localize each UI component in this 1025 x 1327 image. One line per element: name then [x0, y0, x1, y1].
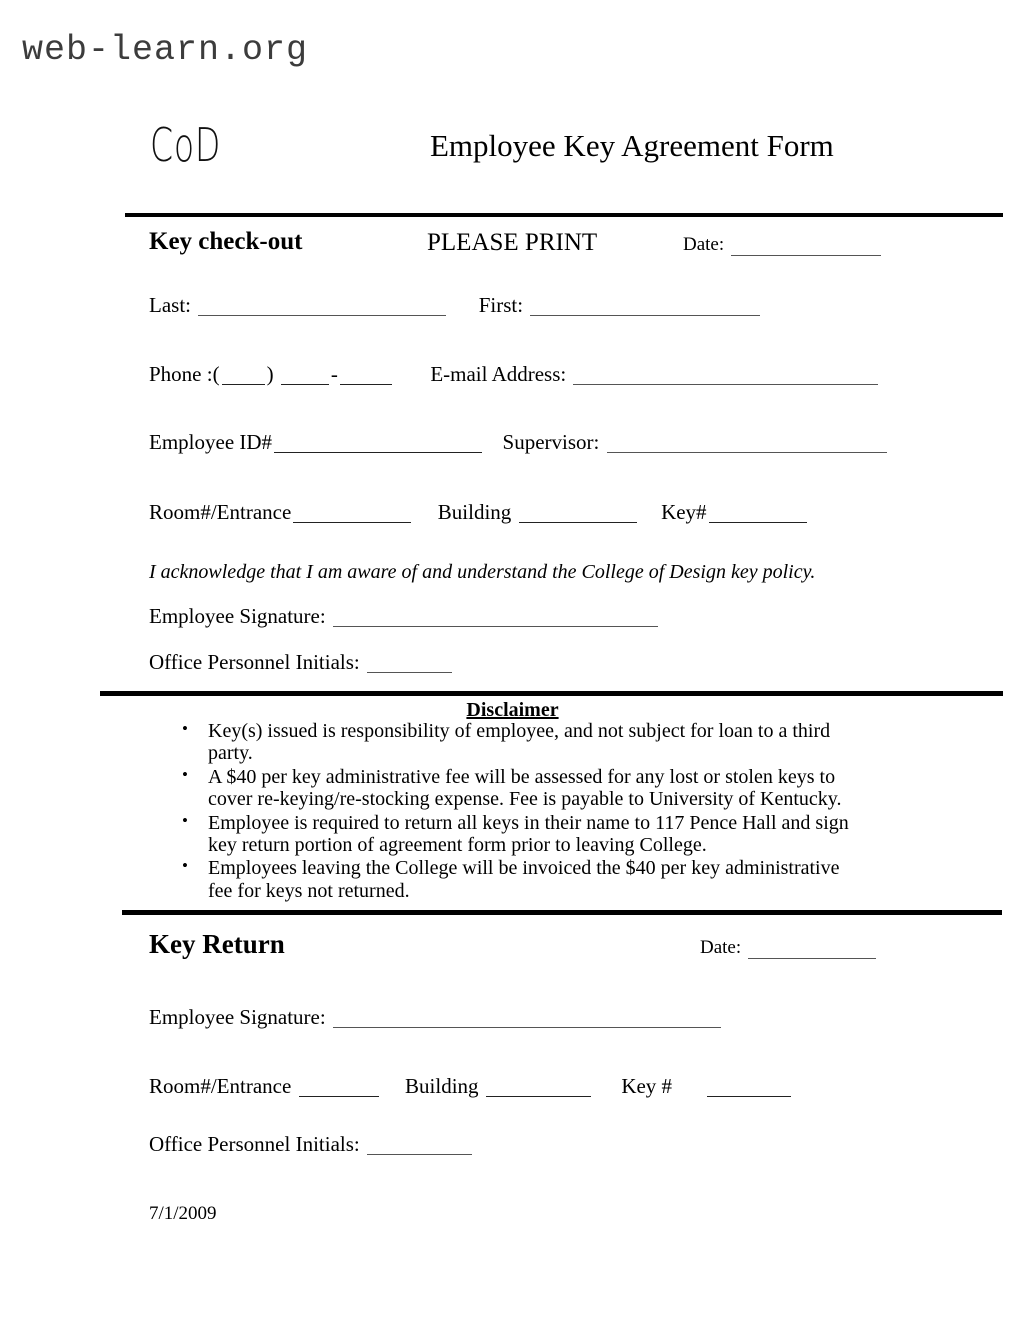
name-field-row [149, 295, 762, 316]
last-name-label: Last: [149, 293, 191, 317]
office-initials-label-return: Office Personnel Initials: [149, 1132, 360, 1156]
return-date-input[interactable] [748, 941, 876, 959]
disclaimer-divider-bottom [122, 910, 1002, 915]
employee-id-input[interactable] [274, 433, 482, 453]
checkout-date-label: Date: [683, 234, 725, 255]
key-number-label: Key# [661, 500, 707, 524]
disclaimer-title: Disclaimer [466, 699, 559, 721]
room-building-key-row [149, 502, 809, 523]
page-title: Employee Key Agreement Form [430, 128, 834, 163]
checkout-date-field[interactable] [683, 234, 883, 256]
phone-dash: - [330, 362, 338, 386]
employee-signature-label: Employee Signature: [149, 604, 326, 628]
room-entrance-label: Room#/Entrance [149, 500, 292, 524]
disclaimer-list [168, 720, 868, 903]
employee-signature-input[interactable] [333, 607, 658, 627]
first-name-label: First: [478, 293, 524, 317]
room-entrance-input-return[interactable] [299, 1077, 379, 1097]
cod-logo: CoD [150, 118, 222, 172]
section-heading-key-return: Key Return [149, 929, 285, 959]
phone-paren-close: ) [266, 362, 274, 386]
header-divider [125, 213, 1003, 217]
revision-date: 7/1/2009 [149, 1203, 217, 1224]
first-name-input[interactable] [530, 296, 760, 316]
phone-label: Phone :( [149, 362, 220, 386]
key-number-input-return[interactable] [707, 1077, 791, 1097]
form-header [125, 118, 1005, 188]
supervisor-input[interactable] [607, 433, 887, 453]
building-label: Building [437, 500, 512, 524]
office-initials-row-checkout [149, 652, 454, 673]
return-date-label: Date: [700, 937, 742, 958]
list-item: • Key(s) issued is responsibility of employee, and not subject for loan to a third party. [168, 720, 868, 765]
employee-signature-label-return: Employee Signature: [149, 1005, 326, 1029]
employee-signature-row-checkout [149, 606, 660, 627]
please-print-note: PLEASE PRINT [427, 229, 598, 256]
employee-id-label: Employee ID# [149, 430, 273, 454]
phone-email-row [149, 364, 880, 385]
phone-line-input[interactable] [340, 365, 392, 385]
supervisor-label: Supervisor: [502, 430, 600, 454]
last-name-input[interactable] [198, 296, 446, 316]
office-initials-input-return[interactable] [367, 1135, 472, 1155]
checkout-date-input[interactable] [731, 238, 881, 256]
list-item: • Employee is required to return all keys in their name to 117 Pence Hall and sign key return portion of agreement form prior to leaving College. [168, 812, 868, 857]
email-input[interactable] [573, 365, 878, 385]
phone-prefix-input[interactable] [281, 365, 329, 385]
room-entrance-label-return: Room#/Entrance [149, 1074, 292, 1098]
list-item: • Employees leaving the College will be invoiced the $40 per key administrative fee for keys not returned. [168, 857, 868, 902]
employee-id-row [149, 432, 889, 453]
key-number-label-return: Key # [621, 1074, 673, 1098]
building-label-return: Building [405, 1074, 479, 1098]
phone-areacode-input[interactable] [222, 365, 265, 385]
return-date-field[interactable] [700, 937, 878, 959]
building-input[interactable] [519, 503, 637, 523]
site-watermark: web-learn.org [22, 30, 309, 70]
room-building-key-row-return [149, 1076, 793, 1097]
section-heading-key-checkout: Key check-out [149, 228, 303, 255]
office-initials-row-return [149, 1134, 474, 1155]
building-input-return[interactable] [486, 1077, 591, 1097]
disclaimer-divider-top [100, 691, 1003, 696]
key-number-input[interactable] [709, 503, 807, 523]
office-initials-label: Office Personnel Initials: [149, 650, 360, 674]
room-entrance-input[interactable] [293, 503, 411, 523]
office-initials-input[interactable] [367, 653, 452, 673]
list-item: • A $40 per key administrative fee will be assessed for any lost or stolen keys to cover re-keying/re-stocking expense. Fee is payable to University of Kentucky. [168, 766, 868, 811]
acknowledgement-text: I acknowledge that I am aware of and understand the College of Design key policy. [149, 561, 816, 583]
employee-signature-input-return[interactable] [333, 1008, 721, 1028]
email-label: E-mail Address: [430, 362, 567, 386]
employee-signature-row-return [149, 1007, 723, 1028]
